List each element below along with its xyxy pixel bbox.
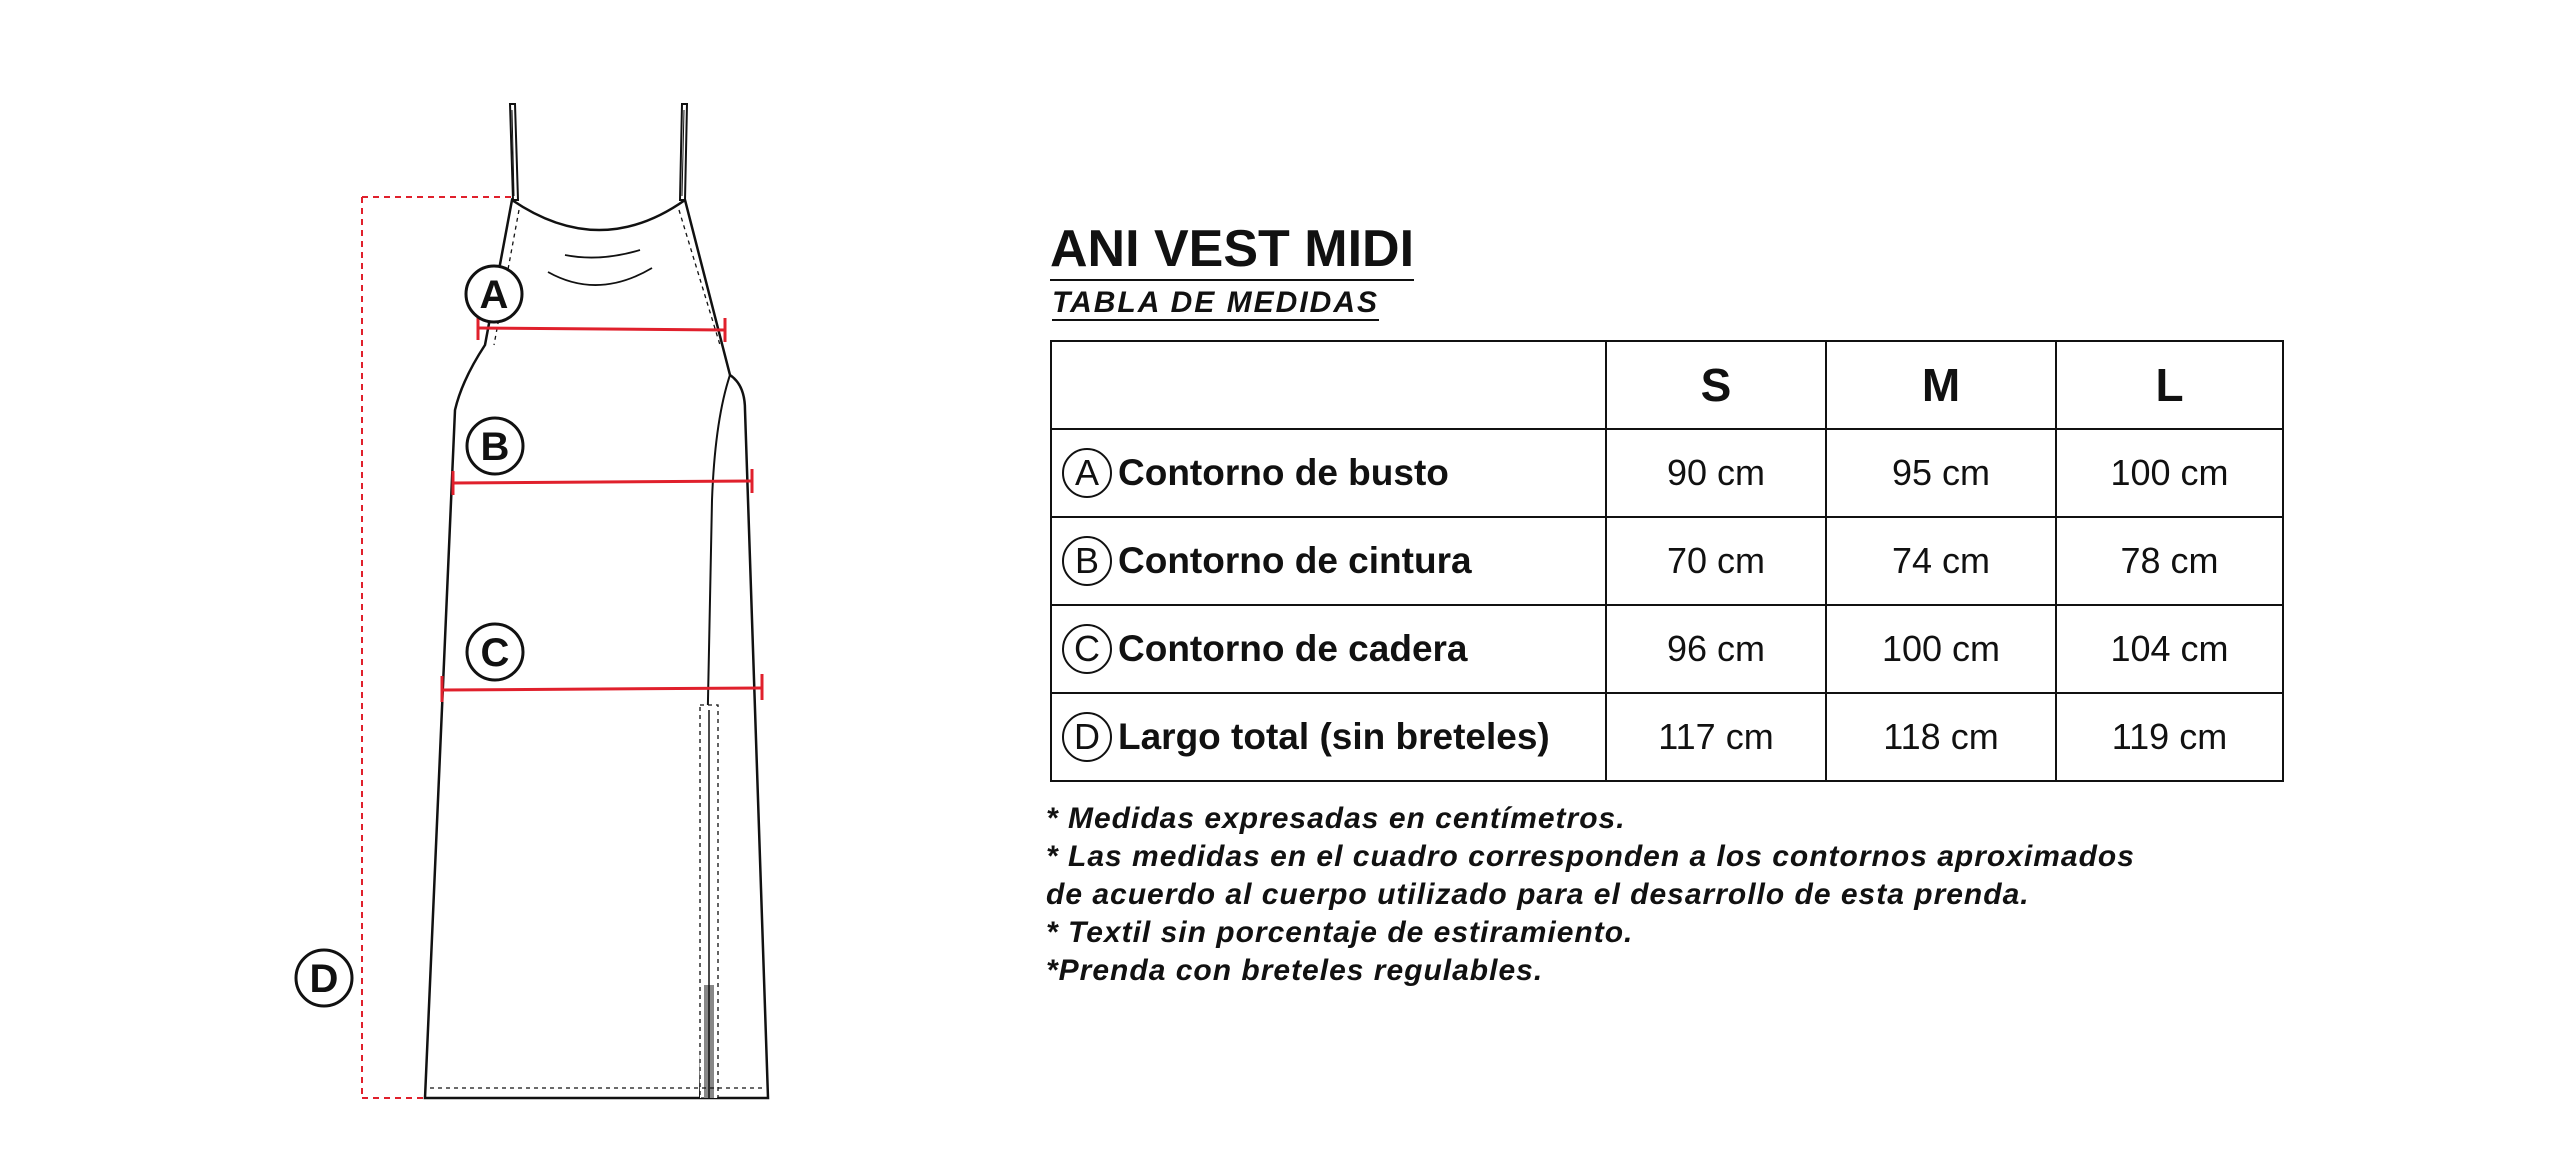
row-label-text: Contorno de cadera	[1118, 628, 1468, 669]
slit	[700, 705, 718, 1098]
row-marker: B	[1062, 536, 1112, 586]
table-header-blank	[1051, 341, 1606, 429]
table-cell: 104 cm	[2056, 605, 2283, 693]
svg-text:B: B	[480, 425, 510, 469]
page-title: ANI VEST MIDI	[1050, 222, 1414, 281]
table-header-row	[1051, 341, 2283, 429]
row-label	[1051, 517, 1606, 605]
table-cell: 117 cm	[1606, 693, 1826, 781]
notes	[1046, 800, 2146, 990]
table-row	[1051, 693, 2283, 781]
table-cell: 119 cm	[2056, 693, 2283, 781]
note-item: * Las medidas en el cuadro corresponden a los contornos aproximados de acuerdo al cuerpo utilizado para el desarrollo de esta prenda.	[1046, 840, 2135, 911]
table-cell: 95 cm	[1826, 429, 2056, 517]
svg-text:A: A	[479, 273, 509, 317]
table-cell: 118 cm	[1826, 693, 2056, 781]
table-cell: 100 cm	[2056, 429, 2283, 517]
size-chart-table	[1050, 340, 2284, 782]
svg-text:D: D	[309, 957, 339, 1001]
right-strap	[680, 104, 687, 200]
note-item: *Prenda con breteles regulables.	[1046, 954, 1544, 987]
page-subtitle: TABLA DE MEDIDAS	[1052, 286, 1379, 319]
table-header-size: M	[1826, 341, 2056, 429]
svg-text:C: C	[480, 631, 510, 675]
marker-b	[467, 418, 523, 474]
row-marker: A	[1062, 448, 1112, 498]
left-strap	[510, 104, 518, 200]
table-cell: 74 cm	[1826, 517, 2056, 605]
row-marker: C	[1062, 624, 1112, 674]
table-header-size: S	[1606, 341, 1826, 429]
note-item: * Medidas expresadas en centímetros.	[1046, 802, 1626, 835]
marker-a	[466, 266, 522, 322]
table-cell: 70 cm	[1606, 517, 1826, 605]
table-row	[1051, 605, 2283, 693]
dress-diagram	[0, 0, 1000, 1176]
row-label	[1051, 429, 1606, 517]
row-label-text: Contorno de cintura	[1118, 540, 1472, 581]
table-cell: 78 cm	[2056, 517, 2283, 605]
table-header-size: L	[2056, 341, 2283, 429]
row-label	[1051, 605, 1606, 693]
row-marker: D	[1062, 712, 1112, 762]
row-label-text: Largo total (sin breteles)	[1118, 716, 1550, 757]
marker-d	[296, 950, 352, 1006]
row-label	[1051, 693, 1606, 781]
table-cell: 100 cm	[1826, 605, 2056, 693]
table-row	[1051, 517, 2283, 605]
table-cell: 90 cm	[1606, 429, 1826, 517]
table-cell: 96 cm	[1606, 605, 1826, 693]
table-row	[1051, 429, 2283, 517]
row-label-text: Contorno de busto	[1118, 452, 1449, 493]
marker-c	[467, 624, 523, 680]
note-item: * Textil sin porcentaje de estiramiento.	[1046, 916, 1634, 949]
